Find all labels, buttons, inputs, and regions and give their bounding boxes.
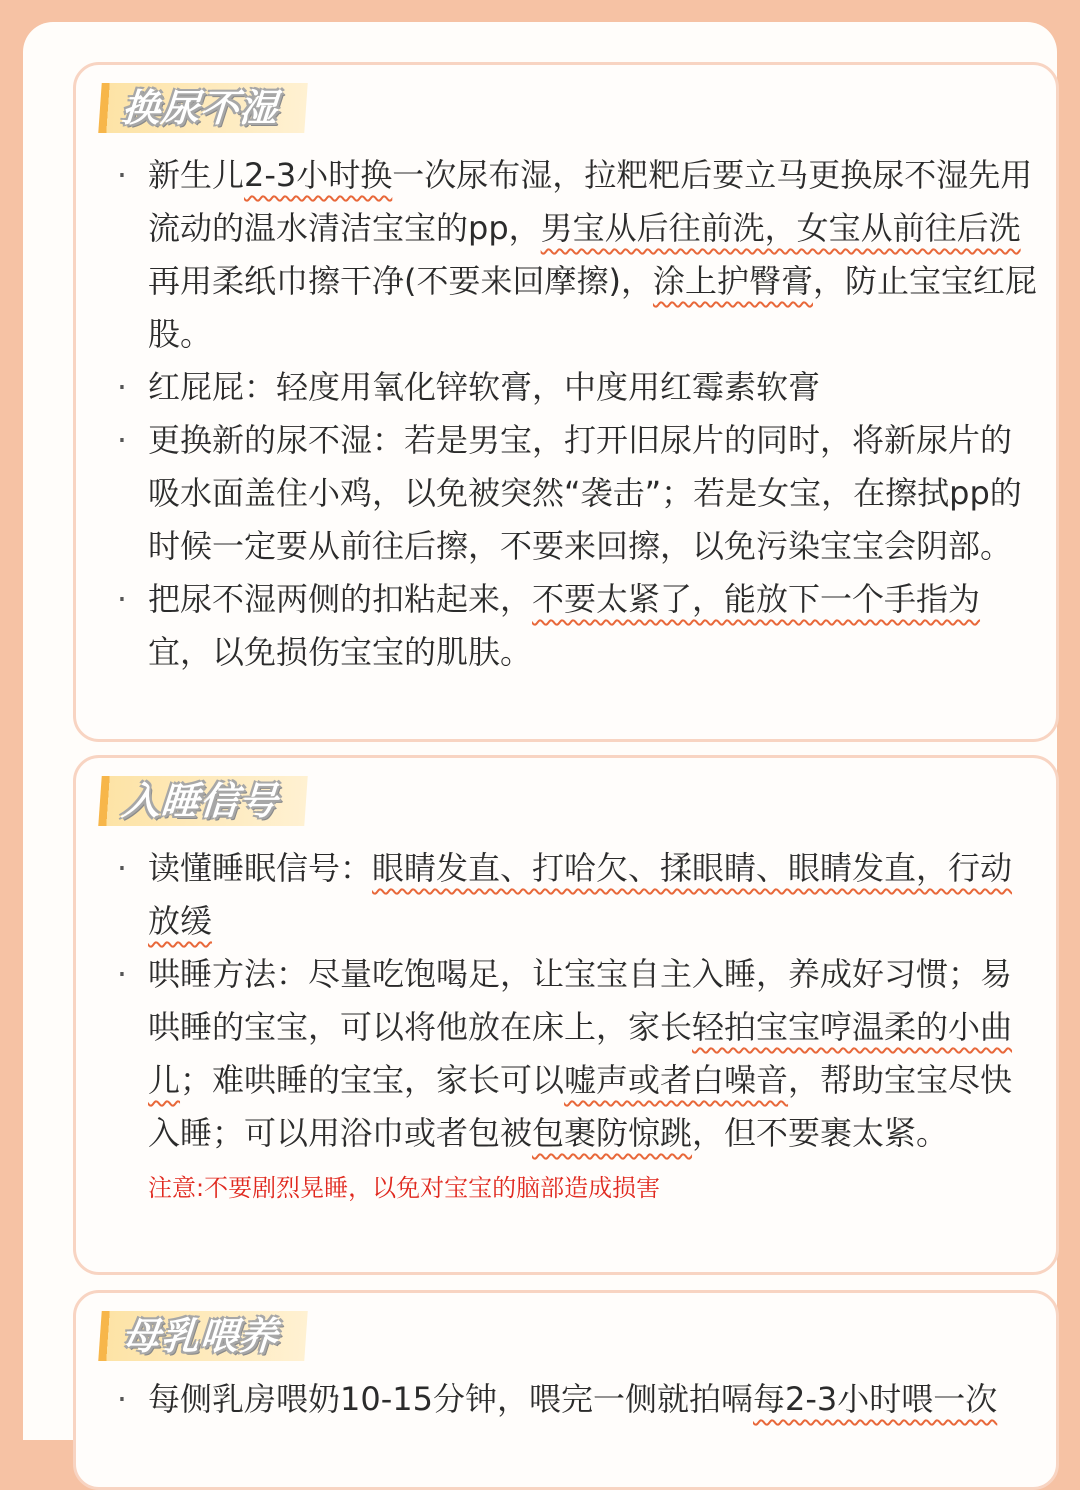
list-item	[102, 948, 1038, 1160]
item-text: 一次尿布湿，拉粑粑后要立马更换尿不湿先用流动的温水清洁宝宝的pp，	[148, 156, 1033, 247]
section-title: 入睡信号	[120, 779, 280, 823]
section-items	[102, 842, 1038, 1208]
bullet-icon: ·	[116, 1380, 128, 1418]
underlined-text: 每2-3小时喂一次	[753, 1380, 998, 1418]
bullet-icon: ·	[116, 955, 128, 993]
item-text: 红屁屁：轻度用氧化锌软膏，中度用红霉素软膏	[148, 368, 821, 406]
bullet-icon: ·	[116, 156, 128, 194]
underlined-text: 轻拍宝宝哼温柔的小曲儿	[148, 1008, 1013, 1099]
section-items	[102, 1373, 1038, 1426]
item-text: ，但不要裹太紧。	[692, 1114, 949, 1152]
underlined-text: 包裹防惊跳	[532, 1114, 693, 1152]
section-card-breastfeeding	[73, 1290, 1059, 1490]
bullet-icon: ·	[116, 580, 128, 618]
section-tag	[98, 776, 308, 826]
underlined-text: 不要太紧了，能放下一个手指为	[532, 580, 981, 618]
item-text: 每侧乳房喂奶10-15分钟，喂完一侧就拍嗝	[148, 1380, 753, 1418]
item-text: 哄睡方法：尽量吃饱喝足，让宝宝自主入睡，养成好习惯；易哄睡的宝宝，可以将他放在床上，家长	[148, 955, 1013, 1046]
underlined-text: 涂上护臀膏	[652, 262, 813, 300]
section-tag	[98, 1311, 308, 1361]
underlined-text: 眼睛发直、打哈欠、揉眼睛、眼睛发直，行动放缓	[148, 849, 1013, 940]
list-item	[102, 414, 1038, 573]
list-item	[102, 573, 1038, 679]
bullet-icon: ·	[116, 421, 128, 459]
section-tag	[98, 83, 308, 133]
section-card-sleep	[73, 755, 1059, 1275]
item-text: 读懂睡眠信号：	[148, 849, 373, 887]
underlined-text: 2-3小时换	[244, 156, 393, 194]
section-title: 换尿不湿	[120, 86, 280, 130]
item-text: 再用柔纸巾擦干净(不要来回摩擦)，	[148, 262, 653, 300]
item-text: ，帮助宝宝尽快入睡；可以用浴巾或者包被	[148, 1061, 1013, 1152]
item-text: 更换新的尿不湿：若是男宝，打开旧尿片的同时，将新尿片的吸水面盖住小鸡，以免被突然“袭击”；若是女宝，在擦拭pp的时候一定要从前往后擦，不要来回擦，以免污染宝宝会阴部。	[148, 421, 1022, 565]
item-text: ；难哄睡的宝宝，家长可以	[180, 1061, 565, 1099]
item-text: 宜，以免损伤宝宝的肌肤。	[148, 633, 533, 671]
warning-note: 注意:不要剧烈晃睡，以免对宝宝的脑部造成损害	[148, 1174, 661, 1202]
bullet-icon: ·	[116, 368, 128, 406]
bullet-icon: ·	[116, 849, 128, 887]
item-text: 新生儿	[148, 156, 245, 194]
section-items	[102, 149, 1038, 679]
item-text: ，防止宝宝红屁股。	[148, 262, 1038, 353]
item-text: 把尿不湿两侧的扣粘起来，	[148, 580, 533, 618]
underlined-text: 男宝从后往前洗，女宝从前往后洗	[540, 209, 1021, 247]
underlined-text: 嘘声或者白噪音	[564, 1061, 789, 1099]
section-card-diaper	[73, 62, 1059, 742]
section-title: 母乳喂养	[120, 1314, 280, 1358]
list-item	[102, 1373, 1038, 1426]
list-item	[102, 842, 1038, 948]
page	[23, 22, 1057, 1440]
list-item	[102, 149, 1038, 361]
list-item	[102, 361, 1038, 414]
